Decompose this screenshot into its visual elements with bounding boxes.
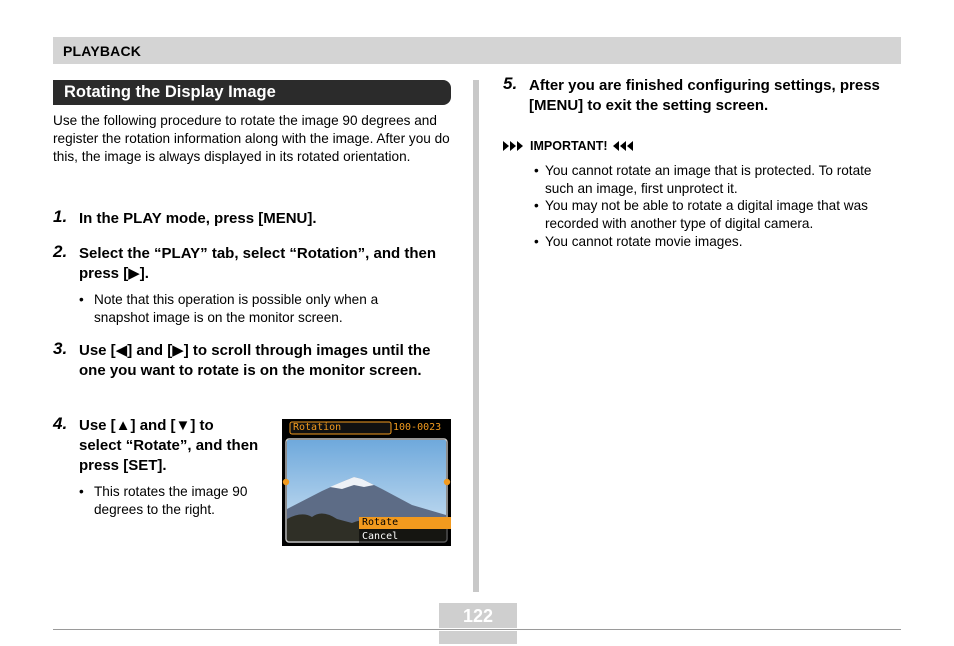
step-number: 1.	[53, 207, 68, 226]
step-text: Select the “PLAY” tab, select “Rotation”, and then press [▶].	[79, 245, 437, 282]
page-title: Rotating the Display Image	[64, 83, 276, 101]
step-number: 2.	[53, 242, 68, 261]
column-divider	[473, 80, 479, 592]
bullet-dot: •	[534, 163, 539, 178]
bullet-dot: •	[79, 484, 84, 499]
step-text: Use [◀] and [▶] to scroll through images until the one you want to rotate is on the monitor screen.	[79, 342, 431, 379]
step-4-note	[79, 483, 259, 519]
camera-screen-illustration	[282, 419, 451, 546]
screen-option-cancel: Cancel	[362, 531, 399, 542]
bullet-dot: •	[79, 292, 84, 307]
important-left-icon	[503, 140, 525, 152]
step-2-note	[79, 291, 424, 327]
important-text: You cannot rotate an image that is protected. To rotate such an image, first unprotect it.	[545, 163, 872, 196]
step-number: 3.	[53, 339, 68, 358]
page-number-box-lower	[439, 631, 517, 644]
screen-menu-title: Rotation	[293, 422, 342, 433]
intro-paragraph: Use the following procedure to rotate the image 90 degrees and register the rotation information along with the image. After you do this, the image is always displayed in its rotated orientation.	[53, 113, 450, 164]
important-bullet	[534, 197, 884, 233]
important-heading	[503, 139, 635, 153]
bullet-dot: •	[534, 234, 539, 249]
important-label: IMPORTANT!	[530, 139, 608, 153]
page-title-bar	[53, 80, 451, 105]
step-text: In the PLAY mode, press [MENU].	[79, 210, 317, 227]
screen-file-number: 100-0023	[393, 422, 442, 433]
important-text: You may not be able to rotate a digital image that was recorded with another type of digital camera.	[545, 198, 868, 231]
important-text: You cannot rotate movie images.	[545, 234, 743, 249]
important-bullet	[534, 233, 884, 251]
step-text: After you are finished configuring settings, press [MENU] to exit the setting screen.	[529, 77, 880, 114]
bullet-dot: •	[534, 198, 539, 213]
section-title: PLAYBACK	[63, 43, 142, 59]
step-text: Use [▲] and [▼] to select “Rotate”, and then press [SET].	[79, 417, 259, 474]
step-number: 4.	[53, 414, 68, 433]
note-text: Note that this operation is possible only when a snapshot image is on the monitor screen.	[94, 292, 379, 325]
section-header-bar	[53, 37, 901, 64]
step-number: 5.	[503, 74, 518, 93]
page-number: 122	[462, 606, 494, 626]
note-text: This rotates the image 90 degrees to the right.	[94, 484, 248, 517]
important-bullet	[534, 162, 884, 198]
important-right-icon	[613, 140, 635, 152]
screen-option-rotate: Rotate	[362, 517, 399, 528]
footer-rule	[53, 629, 901, 630]
